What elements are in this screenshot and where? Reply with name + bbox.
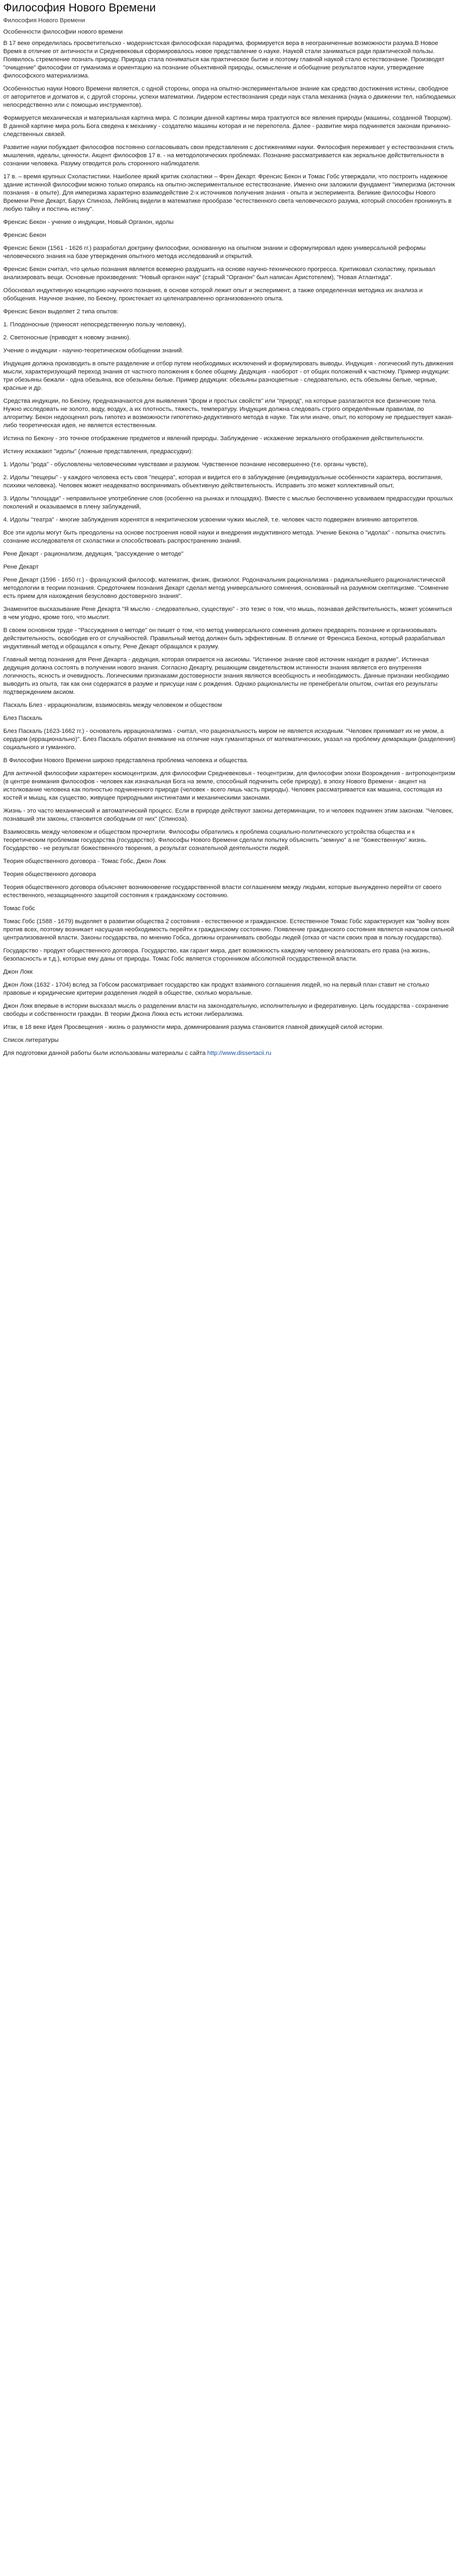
- source-link[interactable]: http://www.dissertacii.ru: [207, 1050, 271, 1057]
- section-heading: Паскаль Блез - иррационализм, взаимосвязь между человеком и обществом: [3, 702, 222, 709]
- paragraph: 1. Плодоносные (приносят непосредственную пользу человеку),: [3, 321, 186, 328]
- paragraph: Главный метод познания для Рене Декарта - дедукция, которая опирается на аксиомы. "Истинное знание своё источник находит в разуме". Истинная дедукция должна состоять в получении нового знания. Согласно Декарту, решающим свидетельством истинности знания является его внутренняя логичность, ясность и очевидность. Логическими признаками достоверности знания являются всеобщность и необходимость. Данные признаки необходимо выводить из опыта, так как они содержатся в разуме и присущи нам с рождения. Однако рационалисты не пренебрегали опытом, считая его результаты подтверждением аксиом.: [3, 656, 449, 695]
- paragraph: Блез Паскаль (1623-1662 гг.) - основатель иррационализма - считал, что рациональность миром не является исходным. "Человек принимает их не умом, а сердцем (иррационально)". Блез Паскаль обратил внимание на отличие наук гуманитарных от математических, указал на проблему демаркации (разделения) социального и гуманного.: [3, 728, 456, 751]
- paragraph: Томас Гобс (1588 - 1679) выделяет в развитии общества 2 состояния - естественное и гражданское. Естественное Томас Гобс характеризует как "войну всех против всех, поэтому возникает насущная необходимость перейти к гражданскому состоянию. Появление гражданского состояния является началом сильной централизованной власти. Законы государства, по мнению Гобса, должны ограничивать свободы людей (отказ от части своих прав в пользу государства).: [3, 918, 454, 941]
- paragraph: В своем основном труде - "Рассуждения о методе" он пишет о том, что метод универсального сомнения должен предварять познание и организовывать действительность, освободив его от случайностей. Правильный метод должен быть эффективным. В отличие от Френсиса Бекона, который разрабатывал индуктивный метод и обращался к опыту, Рене Декарт обращался к разуму.: [3, 627, 445, 650]
- paragraph: Для античной философии характерен космоцентризм, для философии Средневековья - теоцентризм, для философии эпохи Возрождения - антропоцентризм (в центре внимания философов - человек как изначальная Бога на земле, способный подчинить себе природу), в эпоху Нового Времени - акцент на истолкование человека как полностью подчиненного природе (человек - всего лишь часть природы). Человек рассматривается как машина, состоящая из костей и мышц, как существо, живущее природными инстинктами и механическими законами.: [3, 770, 455, 801]
- paragraph: Френсис Бекон выделяет 2 типа опытов:: [3, 308, 119, 315]
- paragraph: В 17 веке определилась просветительско - модернистская философская парадигма, формируется вера в неограниченные возможности разума.В Новое Время в отличие от античности и Средневековья сформировалось новое представление о науке. Наукой стали заниматься ради практической пользы. Появилось стремление познать природу. Природа стала пониматься как практическое бытие и поэтому главной наукой стало естествознание. Производят "очищение" философии от гуманизма и ориентацию на познание объективной природы, осмысление и обобщение результатов науки, утверждение философского материализма.: [3, 40, 445, 79]
- paragraph: Френсис Бекон считал, что целью познания является всемерно раздушить на основе научно-технического прогресса. Критиковал схоластику, призывал анализировать вещи. Основные произведения: "Новый органон наук" (старый "Органон" был написан Аристотелем), "Новая Атлантида".: [3, 266, 436, 281]
- paragraph: 2. Идолы "пещеры" - у каждого человека есть своя "пещера", которая и видится его в заблуждение (индивидуальные особенности характера, воспитания, психики человека). Человек может неадекватно воспринимать объективную действительность. Исправить это может коллективный опыт,: [3, 474, 443, 489]
- paragraph: Истину искажают "идолы" (ложные представления, предрассудки):: [3, 448, 193, 455]
- section-heading: Теория общественного договора - Томас Гобс, Джон Локк: [3, 858, 166, 865]
- source-note: [3, 1049, 456, 1058]
- source-prefix: Для подготовки данной работы были использованы материалы с сайта: [3, 1050, 208, 1057]
- page-title: Философия Нового Времени: [3, 2, 156, 14]
- paragraph: Френсис Бекон (1561 - 1626 гг.) разработал доктрину философии, основанную на опытном знании и сформулировал идею универсальной реформы человеческого знания на базе утверждения опытного метода исследований и открытий.: [3, 245, 426, 260]
- section-heading: Особенности философии нового времени: [3, 29, 123, 35]
- paragraph: Взаимосвязь между человеком и обществом прочертили. Философы обратились к проблема социально-политического устройства общества и к теоретическим проблемам государства (государство). Философы Нового Времени сделали попытку объяснить "земную" а не "божественную" жизнь. Государство - не результат божественного творения, а результат сознательной деятельности людей.: [3, 829, 427, 852]
- section-heading: Рене Декарт: [3, 564, 39, 570]
- paragraph: Средства индукции, по Бекону, предназначаются для выявления "форм и простых свойств" или "природ", на которые разлагаются все физические тела. Нужно исследовать не золото, воду, воздух, а их плотность, тяжесть, температуру. Индукция должна следовать строго определённым правилам, по алгоритму. Бекон недооценил роль гипотез и возможности гипотетико-дедуктивного метода в науке. Так или иначе, опыт, по которому не предшествует какая-либо теоретическая идея, не является естественным.: [3, 398, 453, 429]
- paragraph: Развитие науки побуждает философов постоянно согласовывать свои представления с достижениями науки. Философия переживает у естествознания стиль мышления, идеалы, ценности. Акцент философов 17 в. - на методологических проблемах. Познание рассматривается как зеркальное действительности в сознании человека. Разуму отводится роль сторонного наблюдателя.: [3, 144, 454, 167]
- section-heading: Томас Гобс: [3, 905, 35, 912]
- article: [0, 0, 459, 1058]
- paragraph: Учение о индукции - научно-теоретическом обобщении знаний.: [3, 347, 184, 354]
- paragraph: Рене Декарт (1596 - 1650 гг.) - французский философ, математик, физик, физиолог. Родоначальник рационализма - радикальнейшего рационалистической методологии в теории познания. Средоточием познания Декарт сделал метод универсального сомнения, основанный на разумном скептицизме. "Сомнение есть прием для нахождения безусловно достоверного знания".: [3, 577, 449, 600]
- paragraph: Жизнь - это часто механический и автоматический процесс. Если в природе действуют законы детерминации, то и человек подчинен этим законам. "Человек, познавший эти законы, становится свободным от них" (Спиноза).: [3, 808, 454, 822]
- section-heading: Рене Декарт - рационализм, дедукция, "рассуждение о методе": [3, 551, 184, 557]
- paragraph: 4. Идолы "театра" - многие заблуждения коренятся в некритическом усвоении чужих мыслей, т.е. человек часто подвержен влиянию авторитетов.: [3, 517, 419, 523]
- section-heading: Блез Паскаль: [3, 715, 42, 722]
- section-heading: Теория общественного договора: [3, 871, 96, 878]
- paragraph: 1. Идолы "рода" - обусловлены человеческими чувствами и разумом. Чувственное познание несовершенно (т.е. органы чувств),: [3, 461, 368, 468]
- section-heading: Френсис Бекон: [3, 232, 47, 239]
- paragraph: Индукция должна производить в опыте разделение и отбор путем необходимых исключений и формулировать выводы. Индукция - логический путь движения мысли, характеризующий переход знания от частного положения к более общему. Дедукция - наоборот - от общих положений к частному. Пример индукции: три обезьяны бежали - одна обезьяна, все обезьяны белые. Пример дедукции: обезьяны разноцветные - следовательно, есть обезьяны белые, черные, красные и др.: [3, 360, 454, 391]
- paragraph: Формируется механическая и материальная картина мира. С позиции данной картины мира трактуются все явления природы (машины, созданной Творцом). В данной картине мира роль Бога сведена к механику - создателю машины которая и не перепотела. Далее - развитие мира подчиняется законам причинно-следственных связей.: [3, 115, 452, 138]
- paragraph: 2. Светоносные (приводят к новому знанию).: [3, 334, 131, 341]
- section-heading: Список литературы: [3, 1037, 59, 1044]
- paragraph: Все эти идолы могут быть преодолены на основе построения новой науки и внедрения индуктивного метода. Учение Бекона о "идолах" - попытка очистить сознание исследователя от схоластики и способствовать распространению знаний.: [3, 530, 446, 544]
- paragraph: Теория общественного договора объясняет возникновение государственной власти соглашением между людьми, которые вынужденно перейти от своего естественного, незащищенного защитой состояния к гражданскому состоянию.: [3, 884, 442, 899]
- paragraph: Особенностью науки Нового Времени является, с одной стороны, опора на опытно-экспериментальное знание как средство достижения истины, свободное от авторитетов и догматов и, с другой стороны, успехи математики. Лидером естествознания среди наук стала механика (наука о движении тел, наблюдаемых непосредственно или с помощью инструментов).: [3, 86, 456, 108]
- paragraph: 3. Идолы "площади" - неправильное употребление слов (особенно на рынках и площадях). Вместе с мыслью беспочвенно усваиваем предрассудки прошлых поколений и оказываемся в плену заблуждений,: [3, 495, 453, 510]
- section-heading: Френсис Бекон - учение о индукции, Новый Органон, идолы: [3, 219, 174, 226]
- paragraph: Истина по Бекону - это точное отображение предметов и явлений природы. Заблуждение - искажение зеркального отображения действительности.: [3, 435, 424, 442]
- paragraph: Обосновал индуктивную концепцию научного познания, в основе которой лежит опыт и эксперимент, а также определенная методика их анализа и обобщения. Научное знание, по Бекону, проистекает из целенаправленно организованного опыта.: [3, 287, 423, 302]
- paragraph: В Философии Нового Времени широко представлена проблема человека и общества.: [3, 757, 249, 764]
- paragraph: Знаменитое высказывание Рене Декарта "Я мыслю - следовательно, существую" - это тезис о том, что мышь, познавая действительность, может усомниться в чем угодно, кроме того, что мыслит.: [3, 606, 452, 621]
- paragraph: 17 в. – время крупных Схоластистики. Наиболее яркий критик схоластики – Френ Декарт. Френсис Бекон и Томас Гобс утверждали, что построить надежное здание истинной философии можно только опираясь на опытно-экспериментальное естествознание. Именно они заложили фундамент "империзма (источник познания - в опыте). Для империзма характерно взаимодействие 2-х источников получения знания - опыта и эксперимента. Великие философы Нового Времени Рене Декарт, Барух Спиноза, Лейбниц видели в математике прообразе "естественного света человеческого разума, который способен проникнуть в любую тайну и постичь истину".: [3, 173, 455, 212]
- paragraph: Государство - продукт общественного договора. Государство, как гарант мира, дает возможность каждому человеку реализовать его права (на жизнь, безопасность и т.д.), которые ему даны от природы. Томас Гобс является сторонником абсолютной государственной власти.: [3, 948, 430, 962]
- article-body: [3, 40, 456, 1045]
- article-subtitle: Философия Нового Времени: [3, 17, 85, 24]
- paragraph: Джон Локк (1632 - 1704) вслед за Гобсом рассматривает государство как продукт взаимного соглашения людей, но на первый план ставит не столько правовые и юридические критерии разделения людей в обществе, сколько моральные.: [3, 982, 429, 996]
- paragraph: Джон Локк впервые в истории высказал мысль о разделении власти на законодательную, исполнительную и федеративную. Цель государства - сохранение свободы и собственности граждан. В теории Джона Локка есть истоки либерализма.: [3, 1003, 449, 1017]
- paragraph: Итак, в 18 веке Идея Просвещения - жизнь о разумности мира, доминирования разума становится главной движущей силой истории.: [3, 1024, 384, 1031]
- section-heading: Джон Локк: [3, 969, 33, 975]
